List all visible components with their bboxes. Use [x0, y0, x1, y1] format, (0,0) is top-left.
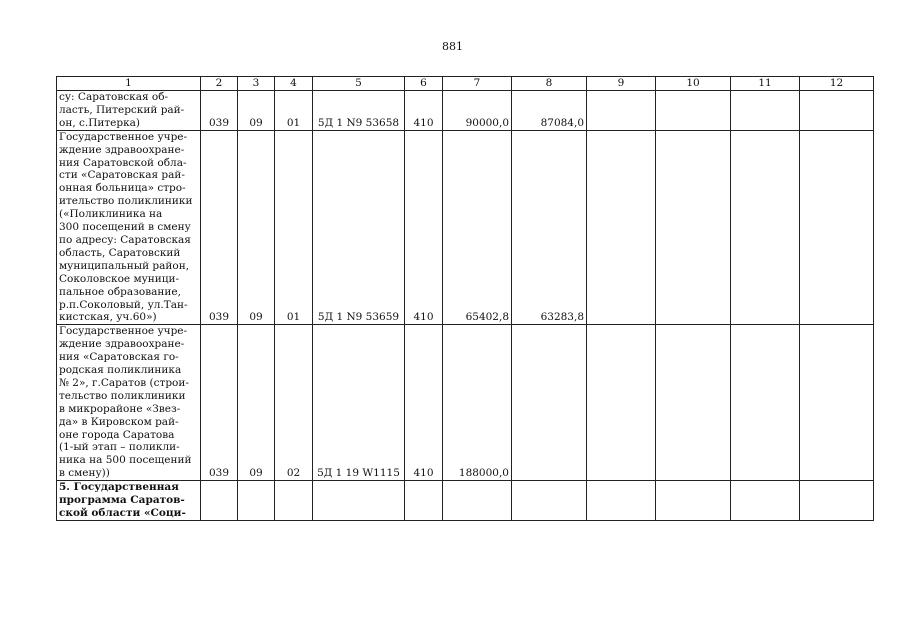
cell-target-code: 5Д 1 N9 53659 — [313, 130, 405, 325]
cell-amount: 65402,8 — [443, 130, 512, 325]
description-line: оне города Саратова — [59, 428, 175, 441]
row-description — [57, 325, 201, 481]
column-header: 3 — [238, 77, 275, 91]
description-line: (1-ый этап – поликли- — [59, 441, 180, 454]
cell-amount — [512, 481, 587, 521]
column-header: 1 — [57, 77, 201, 91]
description-line: Соколовское муници- — [59, 272, 180, 285]
column-header: 11 — [731, 77, 800, 91]
description-line: р.п.Соколовый, ул.Тан- — [59, 298, 188, 311]
cell-empty — [800, 325, 874, 481]
description-line: муниципальный район, — [59, 259, 190, 272]
cell-empty — [800, 130, 874, 325]
cell-amount: 90000,0 — [443, 91, 512, 131]
cell-section-code: 09 — [238, 325, 275, 481]
column-header: 10 — [656, 77, 731, 91]
cell-empty — [800, 481, 874, 521]
description-line: ждение здравоохране- — [59, 143, 185, 156]
cell-ministry-code: 039 — [201, 130, 238, 325]
cell-target-code — [313, 481, 405, 521]
description-line: да» в Кировском рай- — [59, 415, 179, 428]
cell-empty — [731, 91, 800, 131]
description-line: 300 посещений в смену — [59, 221, 191, 234]
cell-subsection-code — [275, 481, 313, 521]
cell-amount: 63283,8 — [512, 130, 587, 325]
column-header: 7 — [443, 77, 512, 91]
description-line: сти «Саратовская рай- — [59, 169, 185, 182]
description-line: пальное образование, — [59, 285, 181, 298]
row-description — [57, 481, 201, 521]
description-line: ния Саратовской обла- — [59, 156, 187, 169]
description-line: су: Саратовская об- — [59, 91, 169, 103]
cell-empty — [587, 130, 656, 325]
cell-ministry-code: 039 — [201, 91, 238, 131]
cell-empty — [656, 130, 731, 325]
column-header: 8 — [512, 77, 587, 91]
description-line: ждение здравоохране- — [59, 338, 185, 351]
cell-amount — [512, 325, 587, 481]
cell-empty — [587, 91, 656, 131]
description-line: 5. Государственная — [59, 481, 179, 494]
cell-section-code: 09 — [238, 130, 275, 325]
table-row — [57, 130, 874, 325]
budget-table — [56, 76, 874, 521]
cell-section-code: 09 — [238, 91, 275, 131]
cell-expense-type — [405, 481, 443, 521]
cell-empty — [731, 325, 800, 481]
description-line: ния «Саратовская го- — [59, 351, 179, 364]
cell-amount: 87084,0 — [512, 91, 587, 131]
cell-expense-type: 410 — [405, 130, 443, 325]
column-header: 4 — [275, 77, 313, 91]
description-line: он, с.Питерка) — [59, 116, 141, 129]
cell-empty — [731, 130, 800, 325]
column-header: 2 — [201, 77, 238, 91]
description-line: программа Саратов- — [59, 494, 185, 507]
row-description — [57, 130, 201, 325]
description-line: по адресу: Саратовская — [59, 233, 191, 246]
header-row — [57, 77, 874, 91]
cell-target-code: 5Д 1 19 W1115 — [313, 325, 405, 481]
table-row — [57, 91, 874, 131]
cell-empty — [587, 325, 656, 481]
cell-empty — [587, 481, 656, 521]
cell-empty — [656, 325, 731, 481]
description-line: область, Саратовский — [59, 246, 181, 259]
description-line: родская поликлиника — [59, 364, 182, 377]
column-header: 9 — [587, 77, 656, 91]
column-header: 12 — [800, 77, 874, 91]
cell-expense-type: 410 — [405, 91, 443, 131]
cell-empty — [656, 481, 731, 521]
description-line: Государственное учре- — [59, 130, 188, 143]
cell-subsection-code: 02 — [275, 325, 313, 481]
page-number: 881 — [442, 40, 463, 53]
cell-subsection-code: 01 — [275, 91, 313, 131]
row-description — [57, 91, 201, 131]
cell-empty — [656, 91, 731, 131]
description-line: Государственное учре- — [59, 325, 188, 338]
description-line: («Поликлиника на — [59, 208, 163, 221]
description-line: онная больница» стро- — [59, 182, 186, 195]
cell-empty — [731, 481, 800, 521]
description-line: тельство поликлиники — [59, 389, 186, 402]
column-header: 5 — [313, 77, 405, 91]
cell-ministry-code: 039 — [201, 325, 238, 481]
description-line: кистская, уч.60») — [59, 311, 157, 324]
description-line: ласть, Питерский рай- — [59, 103, 185, 116]
cell-empty — [800, 91, 874, 131]
table-row — [57, 481, 874, 521]
description-line: ника на 500 посещений — [59, 454, 192, 467]
cell-ministry-code — [201, 481, 238, 521]
table-row — [57, 325, 874, 481]
description-line: в смену)) — [59, 467, 110, 480]
description-line: ительство поликлиники — [59, 195, 193, 208]
cell-target-code: 5Д 1 N9 53658 — [313, 91, 405, 131]
cell-section-code — [238, 481, 275, 521]
description-line: ской области «Соци- — [59, 507, 186, 519]
cell-expense-type: 410 — [405, 325, 443, 481]
column-header: 6 — [405, 77, 443, 91]
cell-subsection-code: 01 — [275, 130, 313, 325]
description-line: № 2», г.Саратов (строи- — [59, 376, 189, 389]
description-line: в микрорайоне «Звез- — [59, 402, 181, 415]
cell-amount — [443, 481, 512, 521]
cell-amount: 188000,0 — [443, 325, 512, 481]
